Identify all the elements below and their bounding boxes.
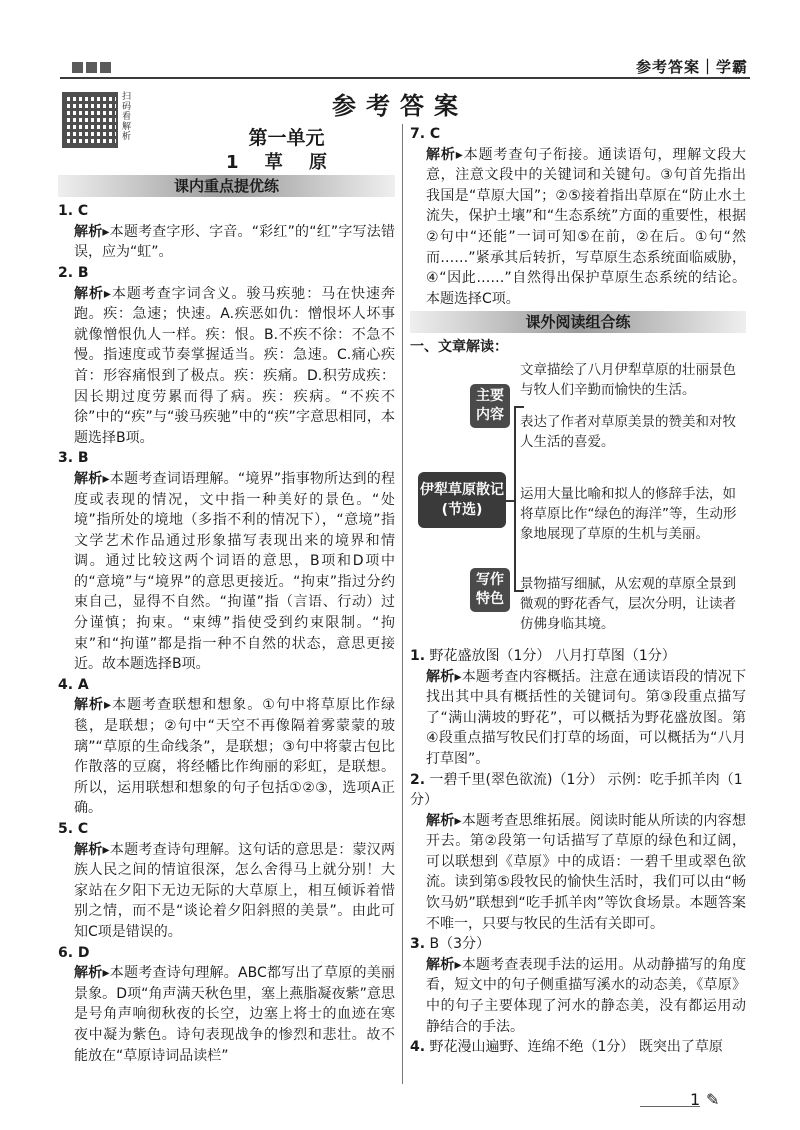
answer-item [410, 124, 746, 145]
answer-number: 4. A [58, 676, 89, 693]
answer-item [58, 201, 395, 222]
answer-number: 1. C [58, 203, 89, 220]
page-title: 参考答案 [332, 92, 468, 120]
section-band-reading: 课外阅读组合练 [410, 311, 746, 333]
answer-head: B（3分） [429, 936, 491, 953]
analysis-tag: 解析▸ [426, 668, 462, 685]
mind-map-leaf: 景物描写细腻，从宏观的草原全景到微观的野花香气，层次分明，让读者仿佛身临其境。 [520, 575, 736, 632]
analysis-body: 本题考查句子衔接。通读语句，理解文段大意，注意文段中的关键词和关键句。③句首先指出我国是“草原大国”；②⑤接着指出草原在“防止水土流失，保护土壤”和“生态系统”方面的重要性，根据②句中“还能”一词可知⑤在前，②在后。①句“然而……”紧承其后转折，写草原生态系统面临威胁，④“因此……”自然得出保护草原生态系统的结论。本题选择C项。 [426, 146, 747, 307]
mind-map-leaf: 文章描绘了八月伊犁草原的壮丽景色与牧人们辛勤而愉快的生活。 [520, 361, 736, 398]
answer-list-left [58, 201, 395, 1066]
analysis-tag: 解析▸ [74, 223, 110, 240]
mind-map-node-content: 主要内容 [470, 384, 510, 428]
analysis-text [410, 145, 746, 310]
answer-item [58, 448, 395, 469]
analysis-body: 本题考查字词含义。骏马疾驰：马在快速奔跑。疾：急速；快速。A.疾恶如仇：憎恨坏人坏事就像憎恨仇人一样。疾：恨。B.不疾不徐：不急不慢。指速度或节奏掌握适当。疾：急速。C.痛心疾首：形容痛恨到了极点。疾：疾痛。D.积劳成疾：因长期过度劳累而得了病。疾：疾病。“不疾不徐”中的“疾”与“骏马疾驰”中的“疾”字意思相同，本题选择B项。 [74, 285, 396, 446]
analysis-tag: 解析▸ [74, 470, 110, 487]
answer-head: 野花盛放图（1分） 八月打草图（1分） [429, 647, 676, 664]
answer-item [410, 770, 746, 811]
unit-title: 第一单元 [248, 127, 325, 149]
answer-number: 2. B [58, 264, 89, 281]
analysis-text [58, 284, 395, 449]
analysis-text [410, 955, 746, 1037]
answer-item [410, 1037, 746, 1058]
mind-map-node-feature: 写作特色 [470, 568, 510, 612]
answer-number: 2. [410, 771, 426, 788]
answer-list-right [410, 646, 746, 1058]
answer-item [58, 819, 395, 840]
answer-number: 5. C [58, 821, 89, 837]
right-column [410, 124, 746, 1058]
analysis-tag: 解析▸ [74, 285, 111, 302]
subsection-title: 一、文章解读： [410, 339, 508, 356]
left-column [58, 124, 395, 1066]
analysis-text [58, 840, 395, 943]
answer-list-right-top [410, 124, 746, 309]
analysis-text [58, 222, 395, 263]
answer-number: 6. D [58, 944, 90, 961]
pencil-icon: ✎ [706, 1090, 720, 1109]
analysis-body: 本题考查思维拓展。阅读时能从所读的内容想开去。第②段第一句话描写了草原的绿色和辽阔，可以联想到《草原》中的成语：一碧千里或翠色欲流。读到第⑤段牧民的愉快生活时，我们可以由“畅饮马奶”联想到“吃手抓羊肉”等饮食场景。本题答案不唯一，只要与牧民的生活有关即可。 [426, 812, 747, 932]
analysis-body: 本题考查内容概括。注意在通读语段的情况下找出其中具有概括性的关键词句。第③段重点描写了“满山满坡的野花”，可以概括为野花盛放图。第④段重点描写牧民们打草的场面，可以概括为“八月打草图”。 [426, 668, 747, 767]
answer-item [410, 934, 746, 955]
answer-item [410, 646, 746, 667]
mind-map-line [514, 406, 516, 592]
mind-map-leaf: 表达了作者对草原美景的赞美和对牧人生活的喜爱。 [520, 413, 736, 450]
header-decoration [72, 62, 111, 73]
column-divider [402, 124, 403, 1084]
answer-number: 4. [410, 1039, 426, 1056]
brand-label: 参考答案｜学霸 [635, 58, 748, 76]
analysis-text [410, 667, 746, 770]
mind-map-center: 伊犁草原散记(节选) [418, 472, 506, 528]
analysis-tag: 解析▸ [426, 146, 463, 163]
analysis-tag: 解析▸ [74, 697, 112, 714]
answer-number: 7. C [410, 126, 441, 142]
lesson-title: 1 草 原 [225, 151, 338, 173]
answer-item [58, 943, 395, 964]
header-rule [60, 77, 750, 79]
section-band: 课内重点提优练 [58, 175, 395, 197]
answer-number: 1. [410, 647, 426, 664]
analysis-tag: 解析▸ [74, 841, 110, 858]
answer-item [58, 675, 395, 696]
analysis-tag: 解析▸ [74, 965, 110, 982]
analysis-tag: 解析▸ [426, 956, 462, 973]
answer-number: 3. [410, 936, 426, 953]
analysis-body: 本题考查诗句理解。ABC都写出了草原的美丽景象。D项“角声满天秋色里，塞上燕脂凝夜紫”意思是号角声响彻秋夜的长空，边塞上将士的血迹在寒夜中凝为紫色。诗句表现战争的惨烈和悲壮。故不能放在“草原诗词品读栏” [74, 965, 395, 1064]
analysis-body: 本题考查词语理解。“境界”指事物所达到的程度或表现的情况，文中指一种美好的景色。“处境”指所处的境地（多指不利的情况下），“意境”指文学艺术作品通过形象描写表现出来的境界和情调。通过比较这两个词语的意思，B项和D项中的“意境”与“境界”的意思更接近。“拘束”指过分约束自己，显得不自然。“拘谨”指（言语、行动）过分谨慎；拘束。“束缚”指使受到约束限制。“拘束”和“拘谨”都是指一种不自然的状态，意思更接近。故本题选择B项。 [74, 470, 395, 673]
analysis-text [58, 695, 395, 819]
analysis-tag: 解析▸ [426, 812, 462, 829]
analysis-body: 本题考查表现手法的运用。从动静描写的角度看，短文中的句子侧重描写溪水的动态美，《草原》中的句子主要体现了河水的静态美，没有都运用动静结合的手法。 [426, 956, 747, 1035]
analysis-text [58, 469, 395, 675]
answer-number: 3. B [58, 450, 89, 467]
mind-map [410, 360, 746, 642]
page-number: 1 [690, 1090, 701, 1109]
analysis-text [410, 811, 746, 935]
mind-map-line [514, 406, 524, 408]
analysis-body: 本题考查联想和想象。①句中将草原比作绿毯，是联想；②句中“天空不再像隔着雾蒙蒙的玻璃”“草原的生命线条”，是联想；③句中将蒙古包比作散落的豆腐，将经幡比作绚丽的彩虹，是联想。所以，运用联想和想象的句子包括①②③，选项A正确。 [74, 697, 395, 817]
answer-item [58, 263, 395, 284]
analysis-text [58, 963, 395, 1066]
analysis-body: 本题考查字形、字音。“彩红”的“红”字写法错误，应为“虹”。 [74, 223, 396, 261]
answer-head: 野花漫山遍野、连绵不绝（1分） 既突出了草原 [429, 1039, 723, 1056]
mind-map-leaf: 运用大量比喻和拟人的修辞手法，如将草原比作“绿色的海洋”等，生动形象地展现了草原的生机与美丽。 [520, 485, 737, 542]
answer-head: 一碧千里(翠色欲流)（1分） 示例：吃手抓羊肉（1分） [410, 771, 743, 809]
qr-caption: 扫码看解析 [122, 92, 132, 142]
analysis-body: 本题考查诗句理解。这句话的意思是：蒙汉两族人民之间的情谊很深，怎么舍得马上就分别！大家站在夕阳下无边无际的大草原上，相互倾诉着惜别之情，而不是“谈论着夕阳斜照的美景”。由此可知C项是错误的。 [74, 841, 396, 940]
